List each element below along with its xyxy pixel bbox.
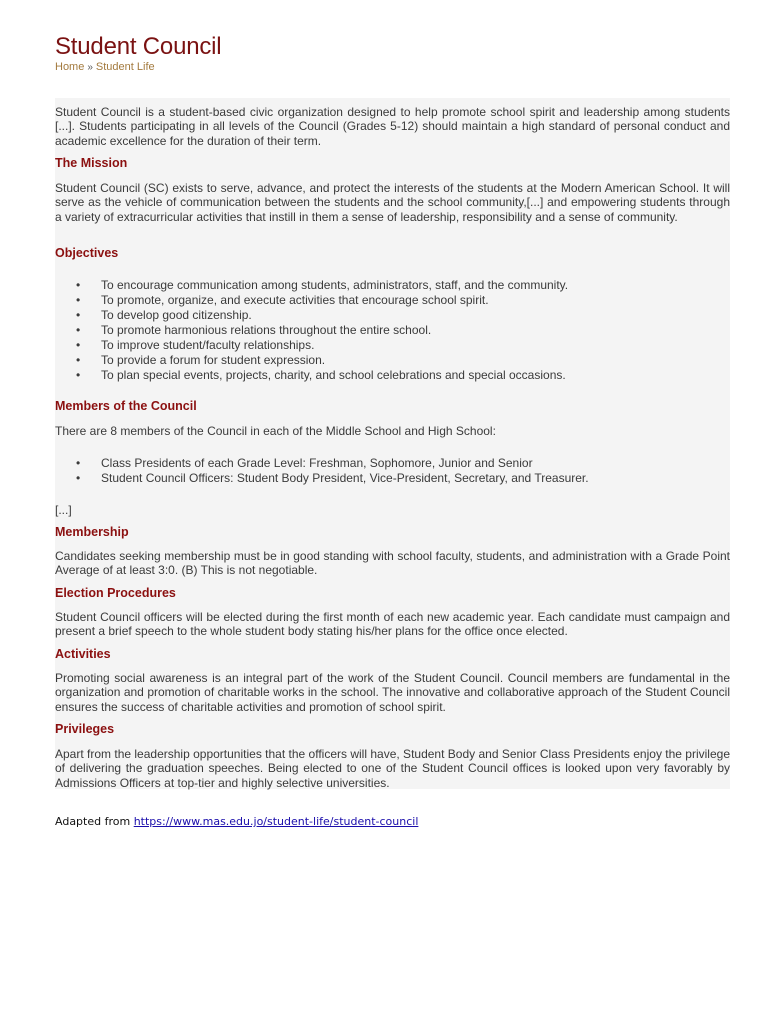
breadcrumb-home-link[interactable]: Home bbox=[55, 61, 85, 73]
membership-heading: Membership bbox=[55, 525, 129, 539]
list-item bbox=[55, 308, 730, 323]
source-link[interactable]: https://www.mas.edu.jo/student-life/student-council bbox=[133, 815, 419, 828]
list-item bbox=[55, 278, 730, 293]
breadcrumb bbox=[55, 61, 155, 73]
activities-paragraph: Promoting social awareness is an integral part of the work of the Student Council. Council members are fundamental in the organization and promotion of charitable works in the school. The innovative and collaborative approach of the Student Council ensures the success of charitable activities and promotion of school spirit. bbox=[55, 671, 730, 714]
objectives-heading: Objectives bbox=[55, 246, 119, 260]
mission-paragraph: Student Council (SC) exists to serve, advance, and protect the interests of the students at the Modern American School. It will serve as the vehicle of communication between the students and the school community,[...] and empowering students through a variety of extracurricular activities that instill in them a sense of leadership, responsibility and a sense of community. bbox=[55, 181, 730, 224]
breadcrumb-separator: » bbox=[87, 62, 93, 73]
members-list bbox=[55, 456, 730, 486]
ellipsis-text: [...] bbox=[55, 503, 72, 517]
intro-paragraph: Student Council is a student-based civic organization designed to help promote school spirit and leadership among students [...]. Students participating in all levels of the Council (Grades 5-12) should maintain a high standard of personal conduct and academic excellence for the duration of their term. bbox=[55, 105, 730, 148]
members-paragraph: There are 8 members of the Council in each of the Middle School and High School: bbox=[55, 424, 496, 438]
objective-text: To develop good citizenship. bbox=[101, 308, 252, 322]
bullet-icon: • bbox=[76, 456, 81, 470]
privileges-paragraph: Apart from the leadership opportunities that the officers will have, Student Body and Senior Class Presidents enjoy the privilege of delivering the graduation speeches. Being elected to one of the Student Council offices is looked upon very favorably by Admissions Officers at top-tier and highly selective universities. bbox=[55, 747, 730, 790]
membership-paragraph: Candidates seeking membership must be in good standing with school faculty, students, and administration with a Grade Point Average of at least 3:0. (B) This is not negotiable. bbox=[55, 549, 730, 578]
objective-text: To encourage communication among students, administrators, staff, and the community. bbox=[101, 278, 569, 292]
members-heading: Members of the Council bbox=[55, 399, 197, 413]
list-item bbox=[55, 338, 730, 353]
bullet-icon: • bbox=[76, 471, 81, 485]
member-text: Class Presidents of each Grade Level: Freshman, Sophomore, Junior and Senior bbox=[101, 456, 533, 470]
bullet-icon: • bbox=[76, 368, 81, 382]
list-item bbox=[55, 323, 730, 338]
objective-text: To provide a forum for student expression. bbox=[101, 353, 326, 367]
bullet-icon: • bbox=[76, 323, 81, 337]
objectives-list bbox=[55, 278, 730, 383]
source-attribution bbox=[55, 815, 418, 828]
member-text: Student Council Officers: Student Body President, Vice-President, Secretary, and Treasurer. bbox=[101, 471, 589, 485]
breadcrumb-student-life-link[interactable]: Student Life bbox=[95, 61, 155, 73]
objective-text: To promote, organize, and execute activities that encourage school spirit. bbox=[101, 293, 489, 307]
list-item bbox=[55, 368, 730, 383]
bullet-icon: • bbox=[76, 308, 81, 322]
bullet-icon: • bbox=[76, 293, 81, 307]
adapted-label: Adapted from bbox=[55, 815, 131, 828]
list-item bbox=[55, 456, 730, 471]
objective-text: To promote harmonious relations throughout the entire school. bbox=[101, 323, 432, 337]
list-item bbox=[55, 471, 730, 486]
bullet-icon: • bbox=[76, 278, 81, 292]
article-body bbox=[55, 98, 730, 789]
activities-heading: Activities bbox=[55, 647, 111, 661]
mission-heading: The Mission bbox=[55, 156, 128, 170]
election-heading: Election Procedures bbox=[55, 586, 176, 600]
objective-text: To improve student/faculty relationships. bbox=[101, 338, 315, 352]
page-title: Student Council bbox=[55, 33, 222, 60]
bullet-icon: • bbox=[76, 353, 81, 367]
election-paragraph: Student Council officers will be elected during the first month of each new academic year. Each candidate must campaign and present a brief speech to the whole student body stating his/her plans for the office once elected. bbox=[55, 610, 730, 639]
bullet-icon: • bbox=[76, 338, 81, 352]
list-item bbox=[55, 293, 730, 308]
list-item bbox=[55, 353, 730, 368]
privileges-heading: Privileges bbox=[55, 722, 115, 736]
objective-text: To plan special events, projects, charity, and school celebrations and special occasions. bbox=[101, 368, 566, 382]
